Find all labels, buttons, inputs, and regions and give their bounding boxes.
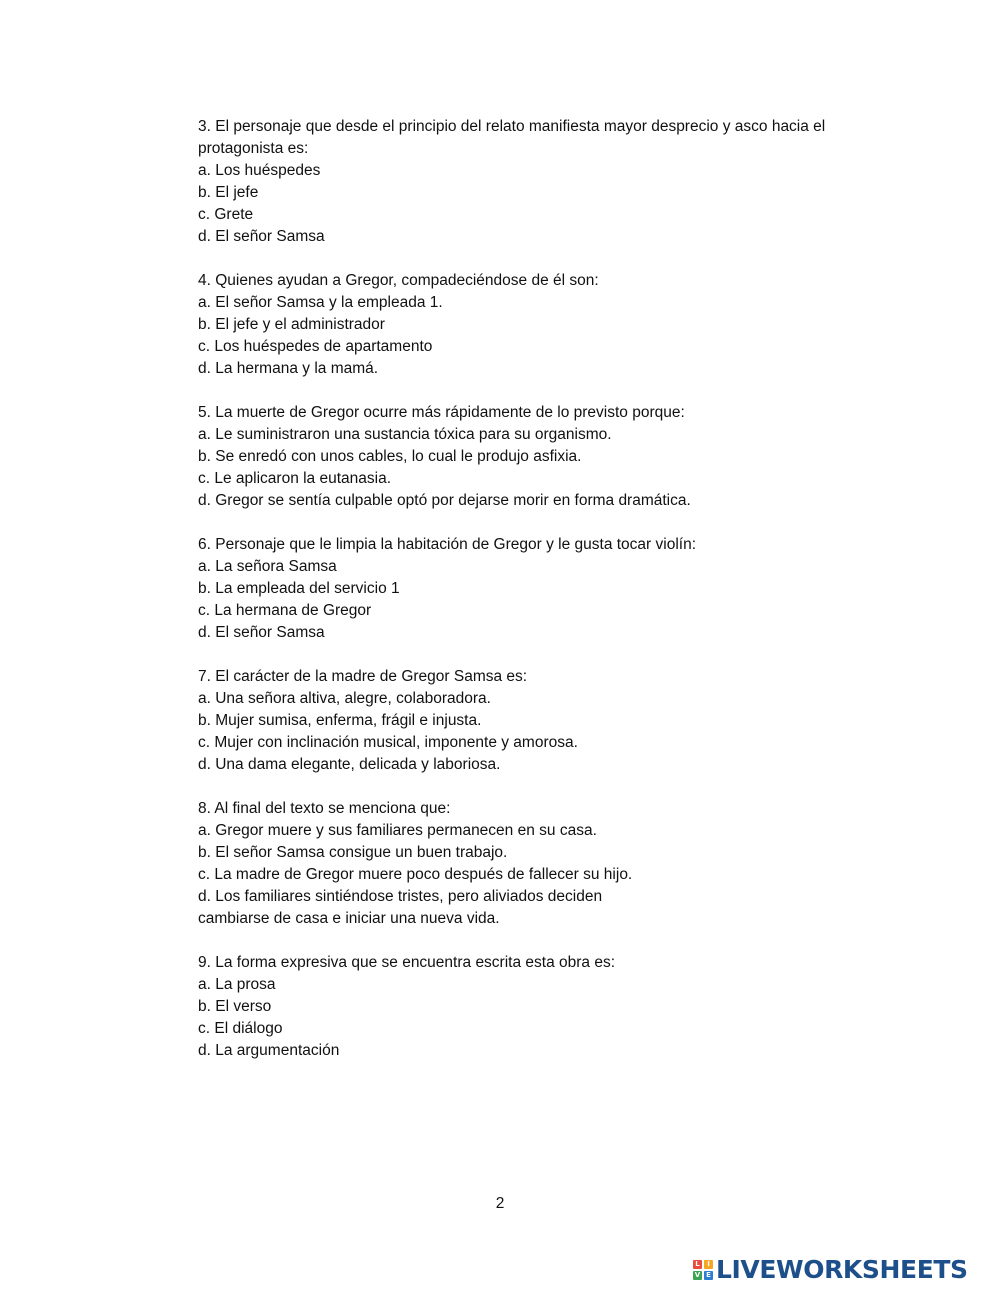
- logo-letter-e: E: [704, 1271, 713, 1280]
- option-d: d. La argumentación: [198, 1042, 340, 1059]
- logo-grid-icon: [693, 1260, 713, 1280]
- option-b: b. El jefe: [198, 184, 259, 201]
- option-b: b. El señor Samsa consigue un buen trabajo.: [198, 844, 508, 861]
- option-a: a. El señor Samsa y la empleada 1.: [198, 294, 443, 311]
- page-number: 2: [495, 1195, 505, 1212]
- option-b: b. La empleada del servicio 1: [198, 580, 400, 597]
- option-d: d. El señor Samsa: [198, 624, 325, 641]
- question-4: [198, 270, 888, 380]
- question-8: [198, 798, 888, 930]
- option-c: c. Grete: [198, 206, 254, 223]
- option-d: d. Gregor se sentía culpable optó por dejarse morir en forma dramática.: [198, 492, 691, 509]
- option-d: d. Una dama elegante, delicada y laboriosa.: [198, 756, 501, 773]
- question-text: 3. El personaje que desde el principio del relato manifiesta mayor desprecio y asco hacia el: [198, 118, 826, 135]
- option-a: a. La prosa: [198, 976, 276, 993]
- option-c: c. La hermana de Gregor: [198, 602, 372, 619]
- option-d: d. La hermana y la mamá.: [198, 360, 379, 377]
- logo-letter-v: V: [694, 1271, 701, 1279]
- logo-letter-l: L: [693, 1260, 702, 1269]
- worksheet-content: [198, 116, 888, 1084]
- option-a: a. Le suministraron una sustancia tóxica para su organismo.: [198, 426, 612, 443]
- option-c: c. Le aplicaron la eutanasia.: [198, 470, 392, 487]
- logo-letter-i: I: [704, 1260, 713, 1269]
- option-a: a. Gregor muere y sus familiares permanecen en su casa.: [198, 822, 597, 839]
- option-a: a. La señora Samsa: [198, 558, 337, 575]
- option-c: c. Los huéspedes de apartamento: [198, 338, 433, 355]
- liveworksheets-logo[interactable]: [693, 1256, 968, 1284]
- question-text: 7. El carácter de la madre de Gregor Samsa es:: [198, 668, 528, 685]
- question-9: [198, 952, 888, 1062]
- question-text: 5. La muerte de Gregor ocurre más rápidamente de lo previsto porque:: [198, 404, 685, 421]
- option-d-continued: cambiarse de casa e iniciar una nueva vida.: [198, 910, 500, 927]
- option-c: c. La madre de Gregor muere poco después de fallecer su hijo.: [198, 866, 633, 883]
- question-3: [198, 116, 888, 248]
- option-b: b. Se enredó con unos cables, lo cual le produjo asfixia.: [198, 448, 582, 465]
- brand-name: LIVEWORKSHEETS: [716, 1255, 968, 1284]
- question-text: protagonista es:: [198, 140, 309, 157]
- option-c: c. Mujer con inclinación musical, imponente y amorosa.: [198, 734, 578, 751]
- question-6: [198, 534, 888, 644]
- option-d: d. El señor Samsa: [198, 228, 325, 245]
- option-b: b. El jefe y el administrador: [198, 316, 385, 333]
- question-text: 6. Personaje que le limpia la habitación de Gregor y le gusta tocar violín:: [198, 536, 697, 553]
- question-text: 8. Al final del texto se menciona que:: [198, 800, 451, 817]
- option-b: b. El verso: [198, 998, 272, 1015]
- question-text: 4. Quienes ayudan a Gregor, compadeciéndose de él son:: [198, 272, 599, 289]
- question-7: [198, 666, 888, 776]
- option-d: d. Los familiares sintiéndose tristes, pero aliviados deciden: [198, 888, 603, 905]
- option-c: c. El diálogo: [198, 1020, 283, 1037]
- option-a: a. Los huéspedes: [198, 162, 321, 179]
- question-5: [198, 402, 888, 512]
- option-a: a. Una señora altiva, alegre, colaboradora.: [198, 690, 491, 707]
- option-b: b. Mujer sumisa, enferma, frágil e injusta.: [198, 712, 482, 729]
- question-text: 9. La forma expresiva que se encuentra escrita esta obra es:: [198, 954, 616, 971]
